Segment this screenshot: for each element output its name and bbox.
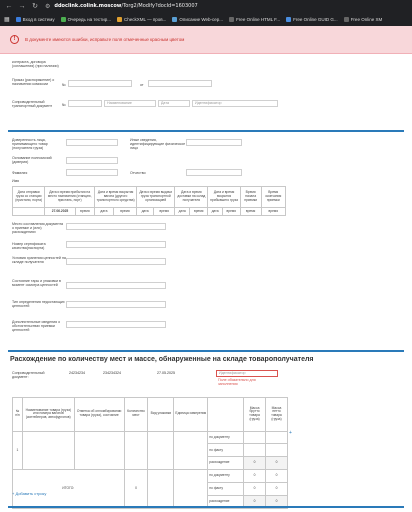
patronymic-input[interactable] <box>186 169 242 176</box>
times-header: Дата и время прибытия на место назначения (станцию, пристань, порт) <box>45 187 95 208</box>
times-header: Дата и время вскрытия прибывшего груза <box>208 187 240 208</box>
times-cell[interactable]: время <box>113 207 136 215</box>
discrepancy-header: Единица измерения <box>174 398 208 432</box>
bookmarks-bar <box>0 12 412 26</box>
bookmark-item[interactable]: Free Online GUID G... <box>286 17 338 22</box>
bookmark-favicon-icon <box>344 17 349 22</box>
subrow-label: по документу <box>208 431 244 444</box>
browser-chrome <box>0 0 412 26</box>
order-label: Приказ (распоряжение) о назначении комиссии <box>12 78 55 87</box>
add-row-button[interactable]: + Добавить строку <box>12 491 47 496</box>
order-number-input[interactable] <box>68 80 132 87</box>
row-action-icon[interactable]: + <box>289 430 292 436</box>
proxy-input[interactable] <box>66 139 118 146</box>
bookmark-favicon-icon <box>117 17 122 22</box>
extra-info-label: Дополнительные сведения о обстоятельствах приемки ценностей <box>12 320 61 333</box>
times-header: Дата и время выдачи груза транспортной организацией <box>137 187 175 208</box>
forward-icon[interactable]: → <box>18 2 26 10</box>
transport-id-input[interactable]: Идентификатор <box>192 100 278 107</box>
doc-date-input[interactable]: 27.05.2025 <box>154 370 204 377</box>
bookmark-item[interactable]: Вход в систему <box>16 17 55 22</box>
other-info-input[interactable] <box>186 139 242 146</box>
doc-series-input[interactable]: 234234324 <box>100 370 150 377</box>
doc-id-error-hint: Поле обязательно для заполнения <box>218 378 256 386</box>
lastname-label: Фамилия <box>12 171 28 175</box>
method-label: Тип определения недостающих ценностей <box>12 300 65 309</box>
net-cell: 0 <box>266 496 288 509</box>
bookmark-item[interactable]: Free Online HTML F... <box>229 17 280 22</box>
certificate-input[interactable] <box>66 241 166 248</box>
times-header: Дата отправки груза со станции (пристани, порта) <box>13 187 45 208</box>
times-cell[interactable]: 27.06.2025 <box>45 207 75 215</box>
extra-info-input[interactable] <box>66 321 166 328</box>
discrepancy-header <box>208 398 244 432</box>
gross-cell: 0 <box>244 483 266 496</box>
compile-place-label: Место составления документа о приемке и (или) расхождениях <box>12 222 64 235</box>
net-cell: 0 <box>266 483 288 496</box>
error-icon: ! <box>10 35 19 44</box>
times-cell[interactable]: время <box>240 207 261 215</box>
net-cell: 0 <box>266 457 288 470</box>
net-cell: 0 <box>266 470 288 483</box>
transport-doc-label: Сопроводительный транспортный документ <box>12 100 53 109</box>
gross-cell[interactable] <box>244 431 266 444</box>
proxy-label: Доверенность лица, принимающего товар (получателя груза) <box>12 138 48 151</box>
times-cell[interactable]: время <box>261 207 285 215</box>
doc-number-input[interactable]: 24234234 <box>66 370 96 377</box>
page-content <box>0 26 412 512</box>
method-input[interactable] <box>66 301 166 308</box>
transport-number-prefix: № <box>62 103 66 107</box>
packaging-cell[interactable] <box>148 431 174 470</box>
discrepancy-table <box>12 397 288 509</box>
goods-name-cell[interactable] <box>22 431 74 470</box>
other-info-label: Иные сведения, идентифицирующие физическое лицо <box>130 138 186 151</box>
bookmark-favicon-icon <box>61 17 66 22</box>
back-icon[interactable]: ← <box>5 2 13 10</box>
subrow-label: по факту <box>208 483 244 496</box>
order-number-prefix: № <box>62 83 66 87</box>
packaging-input[interactable] <box>66 282 166 289</box>
net-cell[interactable] <box>266 444 288 457</box>
times-header: Дата и время доставки на склад получателя <box>175 187 208 208</box>
gross-cell: 0 <box>244 470 266 483</box>
transport-date-input[interactable]: Дата <box>158 100 190 107</box>
bookmark-item[interactable]: Free Online XM <box>344 17 383 22</box>
section-divider <box>8 350 404 352</box>
total-empty <box>174 470 208 509</box>
error-banner <box>0 26 412 54</box>
times-header: Время окончания приемки <box>261 187 285 208</box>
unit-cell[interactable] <box>174 431 208 470</box>
bookmark-item[interactable]: CheckXML — пров... <box>117 17 166 22</box>
discrepancy-title: Расхождение по количеству мест и массе, обнаруженные на складе товарополучателя <box>10 356 314 363</box>
transport-name-input[interactable]: Наименование <box>104 100 156 107</box>
total-label: ИТОГО: <box>13 470 125 509</box>
url-text[interactable]: ddoclink.colink.moscow/Torg2/Modify?docId=1603007 <box>54 3 198 9</box>
net-cell[interactable] <box>266 431 288 444</box>
subrow-label: расхождение <box>208 496 244 509</box>
times-table <box>12 186 286 216</box>
times-cell[interactable]: дата <box>95 207 114 215</box>
times-cell[interactable]: время <box>75 207 94 215</box>
bookmark-favicon-icon <box>16 17 21 22</box>
site-info-icon[interactable]: ⚙ <box>45 3 51 10</box>
discrepancy-header: Отметка об опломбировании товара (груза), состояние <box>74 398 124 432</box>
bookmark-item[interactable]: Очередь на тестир... <box>61 17 111 22</box>
accompanying-doc-label: Сопроводительный документ: <box>12 371 45 380</box>
section-divider <box>8 130 404 132</box>
times-cell[interactable]: время <box>190 207 208 215</box>
subrow-label: по документу <box>208 470 244 483</box>
packaging-label: Состояние тары и упаковки в момент осмотра ценностей <box>12 279 61 288</box>
discrepancy-header: Вид упаковки <box>148 398 174 432</box>
discrepancy-header: Масса нетто товара (груза) <box>266 398 288 432</box>
apps-grid-icon[interactable]: ▦ <box>4 16 10 23</box>
storage-input[interactable] <box>66 258 166 265</box>
total-places: 0 <box>124 470 148 509</box>
bookmark-item[interactable]: Описание Web-сер... <box>172 17 223 22</box>
times-cell[interactable]: дата <box>137 207 154 215</box>
firstname-label: Имя <box>12 179 19 183</box>
reload-icon[interactable]: ↻ <box>32 3 38 10</box>
patronymic-label: Отчество <box>130 171 146 175</box>
discrepancy-header: № п/п <box>13 398 23 432</box>
seal-mark-cell[interactable] <box>74 431 124 470</box>
gross-cell: 0 <box>244 496 266 509</box>
address-bar[interactable] <box>0 0 412 12</box>
bookmark-favicon-icon <box>229 17 234 22</box>
times-cell[interactable]: время <box>222 207 240 215</box>
bookmark-favicon-icon <box>172 17 177 22</box>
times-cell[interactable]: дата <box>175 207 190 215</box>
section-divider <box>8 506 404 508</box>
order-date-prefix: от <box>140 83 144 87</box>
discrepancy-header: Количество мест <box>124 398 148 432</box>
discrepancy-header: Наименование товара (груза) или номера вагонов (контейнеров, автофургонов) <box>22 398 74 432</box>
times-cell[interactable] <box>13 207 45 215</box>
row-index: 1 <box>13 431 23 470</box>
gross-cell[interactable] <box>244 444 266 457</box>
discrepancy-header: Масса брутто товара (груза) <box>244 398 266 432</box>
times-header: Дата и время вскрытия вагона (другого транспортного средства) <box>95 187 137 208</box>
places-cell[interactable] <box>124 431 148 470</box>
compile-place-input[interactable] <box>66 223 166 230</box>
gross-cell: 0 <box>244 457 266 470</box>
doc-id-input[interactable]: Идентификатор <box>216 370 278 377</box>
total-empty <box>148 470 174 509</box>
certificate-label: Номер сертификата качества(паспорта) <box>12 242 46 251</box>
order-date-input[interactable] <box>148 80 212 87</box>
basis-label: Основание полномочий (доверия) <box>12 156 52 165</box>
basis-input[interactable] <box>66 157 118 164</box>
times-cell[interactable]: время <box>154 207 175 215</box>
error-text: В документе имеются ошибки, исправьте поля отмеченные красным цветом <box>25 37 185 42</box>
times-cell[interactable]: дата <box>208 207 222 215</box>
contract-label: контракта, договора (соглашения) (при наличии) <box>12 60 59 69</box>
lastname-input[interactable] <box>66 169 118 176</box>
transport-number-input[interactable] <box>68 100 102 107</box>
times-header: Время начала приемки <box>240 187 261 208</box>
subrow-label: по факту <box>208 444 244 457</box>
subrow-label: расхождение <box>208 457 244 470</box>
bookmark-favicon-icon <box>286 17 291 22</box>
storage-label: Условия хранения ценностей на складе получателя <box>12 256 66 265</box>
